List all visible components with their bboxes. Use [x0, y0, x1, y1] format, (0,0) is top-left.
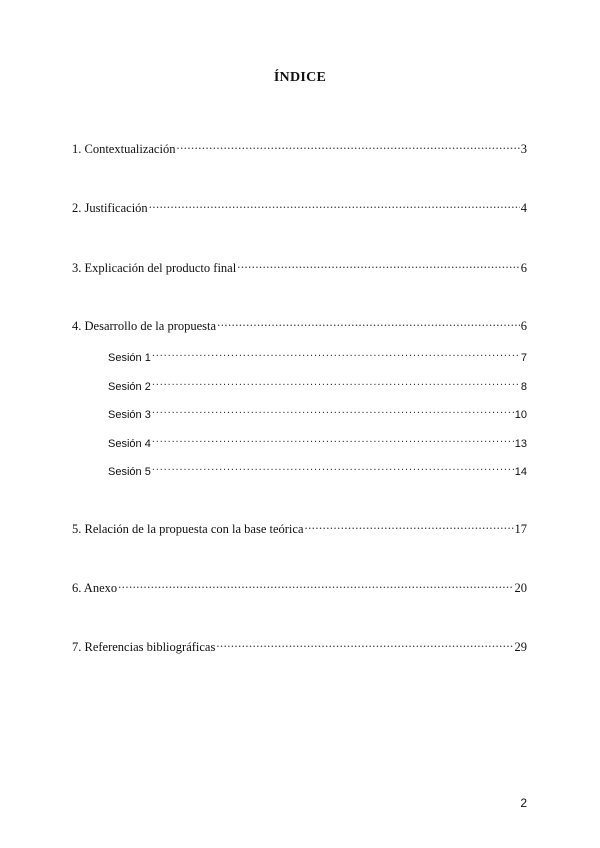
toc-entry-label: 1. Contextualización — [72, 142, 176, 156]
toc-subentry-sesion-1[interactable] — [108, 345, 527, 364]
dot-leader — [152, 459, 514, 475]
toc-entry-page: 4 — [520, 201, 527, 215]
toc-entry-page: 3 — [520, 142, 527, 156]
page-number: 2 — [520, 796, 527, 810]
toc-entry-desarrollo-propuesta[interactable] — [72, 314, 527, 333]
dot-leader — [176, 137, 519, 153]
dot-leader — [216, 635, 513, 651]
toc-entry-label: Sesión 2 — [108, 381, 151, 393]
toc-entry-label: Sesión 4 — [108, 438, 151, 450]
toc-subentry-sesion-4[interactable] — [108, 431, 527, 450]
dot-leader — [152, 345, 520, 361]
toc-entry-label: Sesión 1 — [108, 352, 151, 364]
dot-leader — [152, 402, 514, 418]
toc-subentry-sesion-3[interactable] — [108, 402, 527, 421]
dot-leader — [152, 431, 514, 447]
dot-leader — [217, 314, 520, 330]
toc-entry-page: 20 — [514, 581, 527, 595]
dot-leader — [149, 196, 520, 212]
toc-entry-label: 5. Relación de la propuesta con la base teórica — [72, 522, 304, 536]
toc-entry-label: 3. Explicación del producto final — [72, 261, 237, 275]
toc-entry-page: 29 — [514, 640, 527, 654]
toc-entry-page: 6 — [520, 319, 527, 333]
dot-leader — [118, 576, 513, 592]
toc-entry-label: Sesión 3 — [108, 409, 151, 421]
toc-entry-page: 14 — [514, 466, 527, 478]
dot-leader — [237, 256, 520, 272]
toc-entry-explicacion-producto-final[interactable] — [72, 256, 527, 275]
page-title: ÍNDICE — [273, 70, 327, 85]
toc-entry-page: 7 — [520, 352, 527, 364]
dot-leader — [305, 517, 514, 533]
toc-entry-justificacion[interactable] — [72, 196, 527, 215]
toc-subentry-sesion-2[interactable] — [108, 374, 527, 393]
toc-entry-label: Sesión 5 — [108, 466, 151, 478]
dot-leader — [152, 374, 520, 390]
toc-entry-label: 6. Anexo — [72, 581, 118, 595]
toc-entry-page: 8 — [520, 381, 527, 393]
toc-entry-page: 10 — [514, 409, 527, 421]
toc-entry-page: 6 — [520, 261, 527, 275]
toc-entry-label: 7. Referencias bibliográficas — [72, 640, 216, 654]
toc-entry-relacion-base-teorica[interactable] — [72, 517, 527, 536]
toc-entry-page: 17 — [514, 522, 527, 536]
toc-entry-contextualizacion[interactable] — [72, 137, 527, 156]
toc-entry-label: 4. Desarrollo de la propuesta — [72, 319, 217, 333]
toc-subentry-sesion-5[interactable] — [108, 459, 527, 478]
toc-entry-referencias-bibliograficas[interactable] — [72, 635, 527, 654]
toc-entry-label: 2. Justificación — [72, 201, 148, 215]
toc-entry-anexo[interactable] — [72, 576, 527, 595]
toc-entry-page: 13 — [514, 438, 527, 450]
